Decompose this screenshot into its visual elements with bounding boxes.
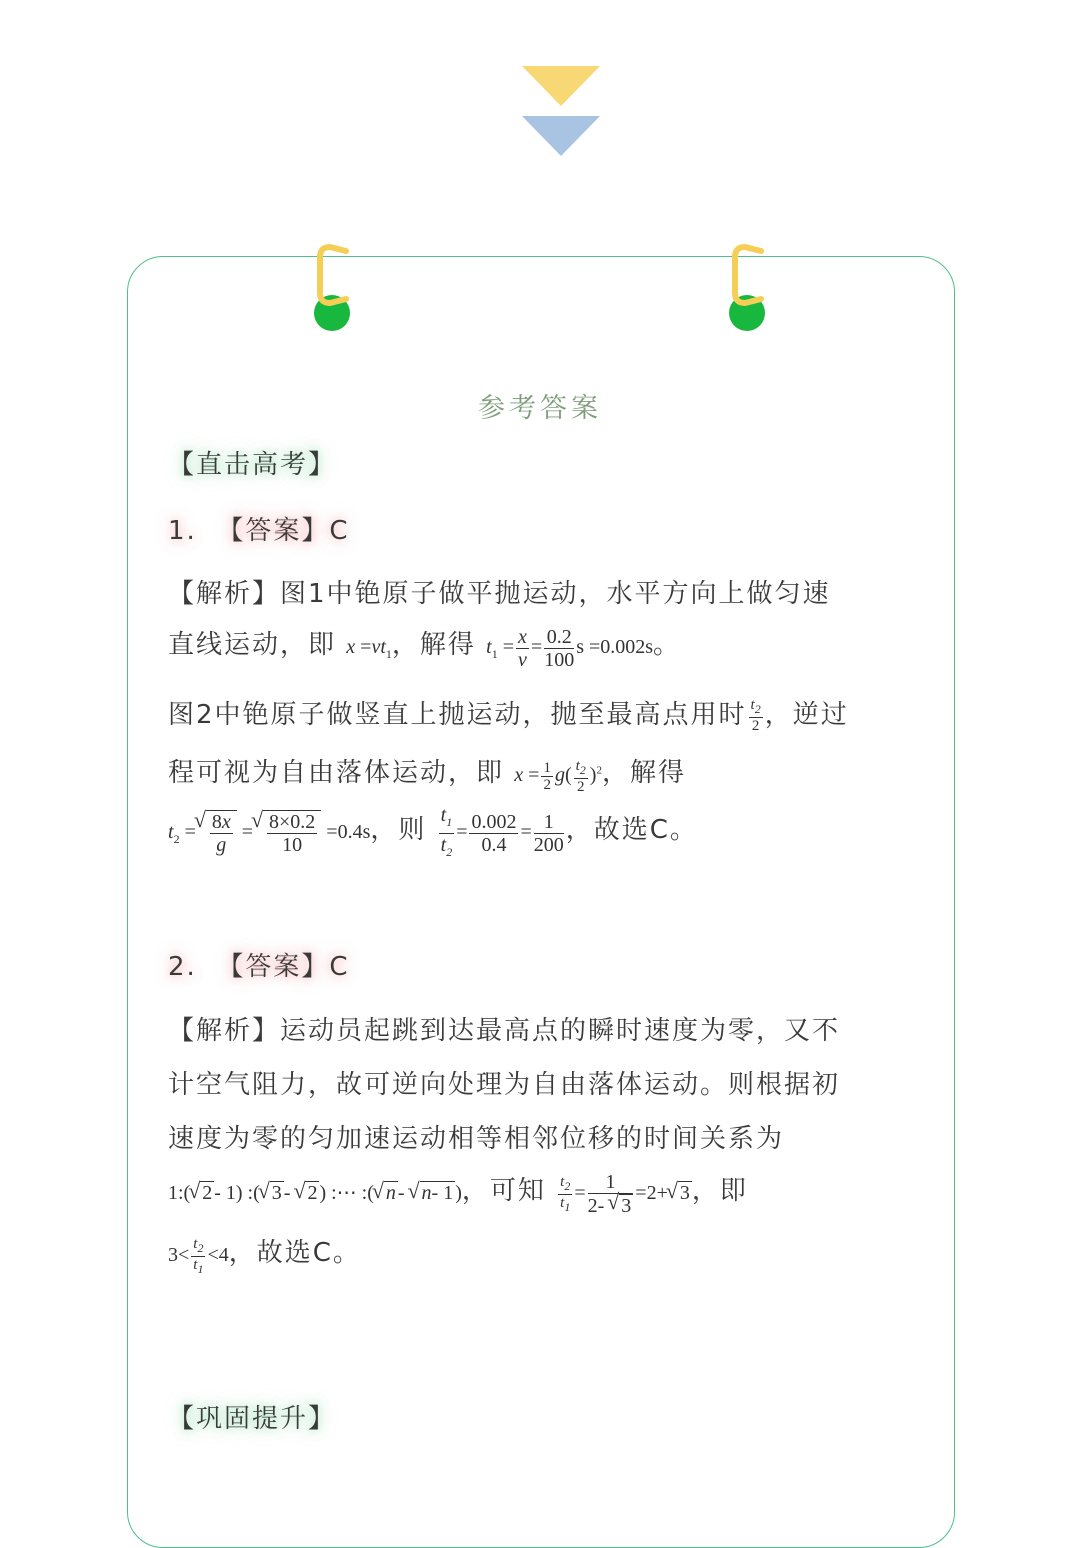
q1-line2-text2: ，解得 [391,630,476,660]
q1-line3-text: 图2中铯原子做竖直上抛运动，抛至最高点用时 [168,700,747,730]
q2-line1: 【解析】运动员起跳到达最高点的瞬时速度为零，又不 [168,1016,841,1046]
q1-formula-t2-half: $\frac{t_2}{2}$ [750,697,761,734]
binder-ring-left [312,243,372,343]
q1-formula-free-fall: x = $\frac{1}{2}$ g( $\frac{t_2}{2}$ )$^2$ [514,757,602,795]
q1-line2-end: 。 [653,630,682,660]
q2-line2: 计空气阻力，故可逆向处理为自由落体运动。则根据初 [168,1070,841,1100]
q2-answer-tag: 【答案】 [217,952,330,982]
q1-line3 [168,694,849,734]
q1-line4-text: 程可视为自由落体运动，即 [168,758,505,788]
q2-formula-t2-t1: $\frac{t_2}{t_1}$ = $\frac{1}{2- √ 3}$ =2+√ 3 [556,1182,692,1204]
q1-number: 1. [168,516,197,546]
q2-line5-text: ，故选C。 [228,1238,361,1268]
q2-formula-inequality: 3< $\frac{t_2}{t_1}$ <4 [168,1235,229,1276]
section-heading-gonggu: 【巩固提升】 [168,1404,337,1434]
q1-formula-x-vt: $x =vt_1$ [346,636,392,661]
q1-line2 [168,624,681,671]
q1-line4 [168,752,686,795]
q2-formula-ratio-series: 1:(√ 2 - 1) :(√ 3 - √ 2 ) :⋯ :(√ n - √ n- 1 ) [168,1182,462,1204]
q1-line2-text: 直线运动，即 [168,630,337,660]
card-title: 参考答案 [478,393,602,424]
q1-line5 [168,804,698,863]
q1-line4-text2: ，解得 [601,758,686,788]
ring-hook-right-icon [727,243,767,313]
yellow-down-triangle [522,66,600,106]
blue-down-triangle [522,116,600,156]
q2-answer-line [168,946,350,983]
q1-line5-text2: ，故选C。 [565,815,698,846]
q1-answer-line [168,510,350,547]
q1-line1: 【解析】图1中铯原子做平抛运动，水平方向上做匀速 [168,579,831,609]
q1-formula-t2: $t_2$ = √ $\frac{8x}{g}$ = √ $\frac{8\times 0.2}{10}$ =0.4s [168,821,370,843]
q1-formula-t1: $t_1$ = $\frac{x}{v}$ = $\frac{0.2}{100}$ s =0.002s [486,625,654,671]
q1-formula-ratio: $\frac{t_1}{t_2}$ = $\frac{0.002}{0.4}$ = $\frac{1}{200}$ [440,804,564,859]
q2-line4-text: ，可知 [461,1176,546,1206]
q2-line3: 速度为零的匀加速运动相等相邻位移的时间关系为 [168,1124,785,1154]
q2-number: 2. [168,952,197,982]
ring-hook-left-icon [312,243,352,313]
q1-answer: C [329,516,350,546]
q2-line4 [168,1170,748,1217]
binder-ring-right [727,243,787,343]
q2-answer: C [329,952,350,982]
q2-line5 [168,1232,361,1277]
q2-line4-text2: ，即 [691,1176,748,1206]
q1-line5-text: ，则 [370,815,427,846]
section-heading-gaokao: 【直击高考】 [168,450,337,480]
q1-line3-text2: ，逆过 [764,700,849,730]
q1-answer-tag: 【答案】 [217,516,330,546]
